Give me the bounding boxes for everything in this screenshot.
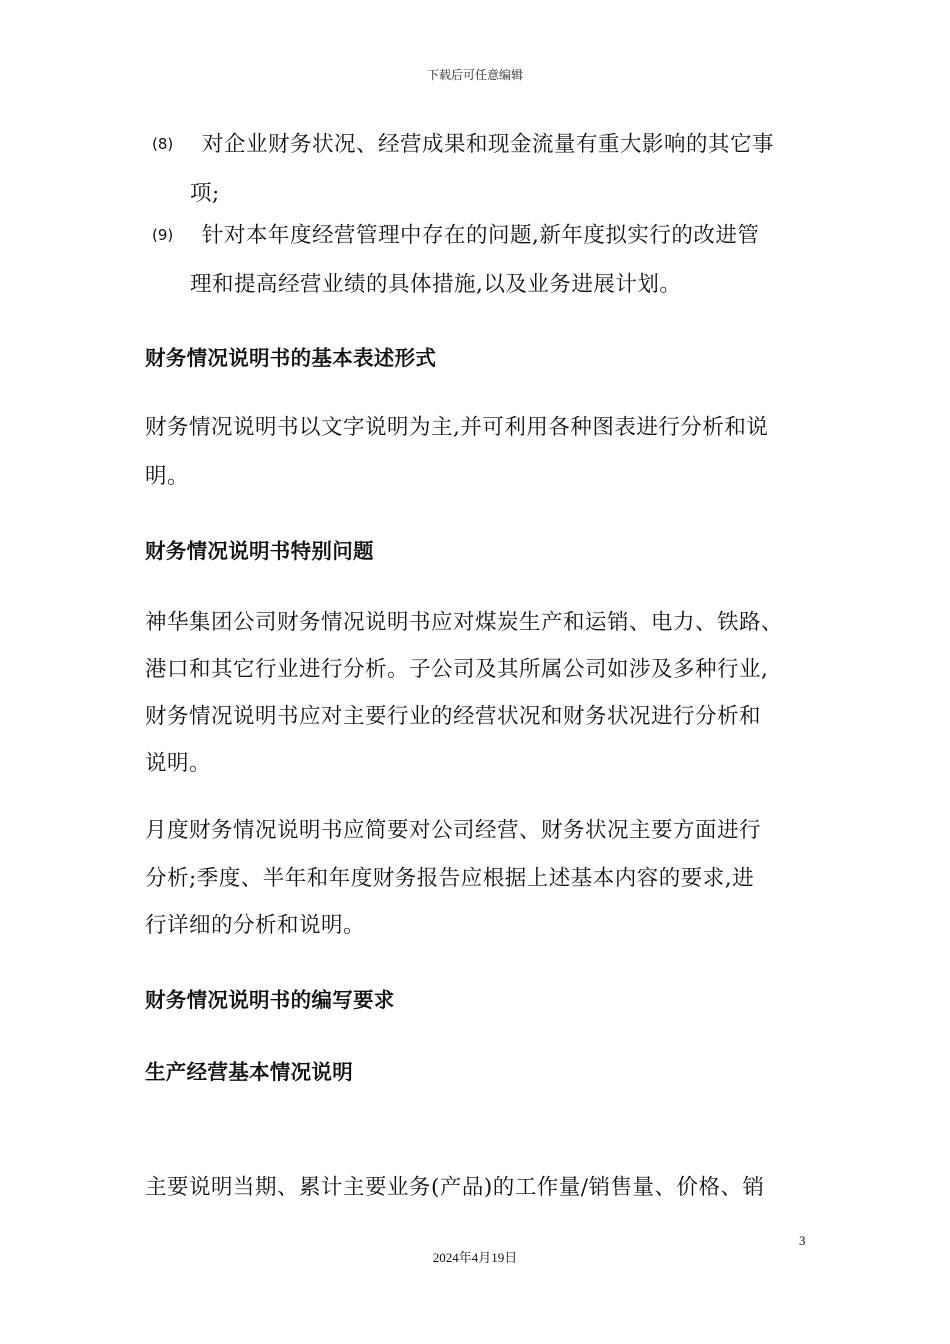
- paragraph-line: 行详细的分析和说明。: [145, 913, 366, 938]
- list-item-text: 理和提高经营业绩的具体措施,以及业务进展计划。: [190, 272, 682, 297]
- paragraph-line: 月度财务情况说明书应简要对公司经营、财务状况主要方面进行: [145, 818, 762, 843]
- list-number: (8): [152, 135, 174, 153]
- page-number: 3: [799, 1233, 806, 1248]
- paragraph-line: 说明。: [145, 751, 212, 776]
- paragraph-line: 神华集团公司财务情况说明书应对煤炭生产和运销、电力、铁路、: [145, 610, 784, 635]
- list-item-text: 针对本年度经营管理中存在的问题,新年度拟实行的改进管: [202, 223, 760, 248]
- paragraph-line: 财务情况说明书以文字说明为主,并可利用各种图表进行分析和说: [145, 415, 769, 440]
- paragraph-line: 港口和其它行业进行分析。子公司及其所属公司如涉及多种行业,: [145, 657, 769, 682]
- paragraph-line: 财务情况说明书应对主要行业的经营状况和财务状况进行分析和: [145, 704, 762, 729]
- section-heading: 生产经营基本情况说明: [145, 1060, 353, 1084]
- paragraph-line: 分析;季度、半年和年度财务报告应根据上述基本内容的要求,进: [145, 866, 755, 891]
- footer-date: 2024年4月19日: [432, 1250, 518, 1265]
- section-heading: 财务情况说明书特别问题: [145, 539, 374, 563]
- section-heading: 财务情况说明书的编写要求: [145, 988, 395, 1012]
- paragraph-line: 明。: [145, 464, 190, 489]
- list-item-text: 对企业财务状况、经营成果和现金流量有重大影响的其它事: [202, 132, 775, 157]
- paragraph-line: 主要说明当期、累计主要业务(产品)的工作量/销售量、价格、销: [145, 1175, 765, 1200]
- list-number: (9): [152, 226, 174, 244]
- list-item-text: 项;: [190, 181, 220, 206]
- page-header: 下载后可任意编辑: [426, 68, 523, 82]
- section-heading: 财务情况说明书的基本表述形式: [145, 346, 437, 370]
